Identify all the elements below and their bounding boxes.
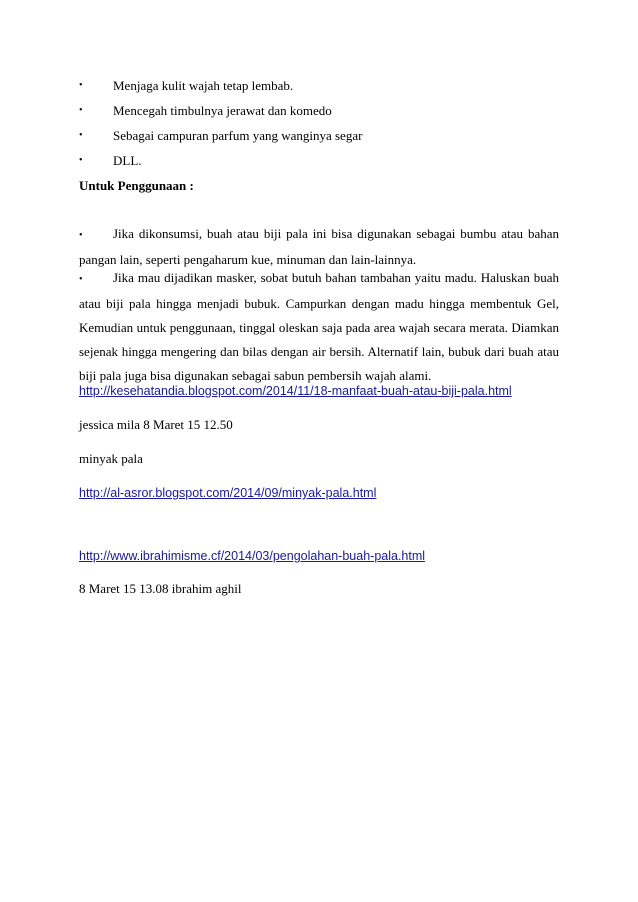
bullet-icon: • [79, 155, 83, 166]
list-item [79, 127, 559, 145]
section-heading: Untuk Penggunaan : [79, 178, 194, 193]
paragraph-text: Jika dikonsumsi, buah atau biji pala ini bisa digunakan sebagai bumbu atau bahan pangan lain, seperti pengaharum kue, minuman dan lain-lainnya. [79, 226, 559, 267]
list-item-text: Mencegah timbulnya jerawat dan komedo [113, 103, 332, 118]
source-link-kesehatandia[interactable]: http://kesehatandia.blogspot.com/2014/11/18-manfaat-buah-atau-biji-pala.html [79, 384, 512, 398]
bullet-icon: • [79, 130, 83, 141]
usage-paragraph-1 [79, 222, 559, 272]
author-note-1: jessica mila 8 Maret 15 12.50 [79, 417, 233, 432]
usage-paragraph-2 [79, 266, 559, 388]
topic-label: minyak pala [79, 451, 143, 466]
bullet-icon: • [79, 80, 83, 91]
source-link-ibrahimisme[interactable]: http://www.ibrahimisme.cf/2014/03/pengolahan-buah-pala.html [79, 549, 426, 563]
list-item-text: Sebagai campuran parfum yang wanginya segar [113, 128, 363, 143]
list-item [79, 102, 559, 120]
source-link-al-asror[interactable]: http://al-asror.blogspot.com/2014/09/minyak-pala.html [79, 486, 377, 500]
list-item [79, 152, 559, 170]
paragraph-text: Jika mau dijadikan masker, sobat butuh bahan tambahan yaitu madu. Haluskan buah atau biji pala hingga menjadi bubuk. Campurkan dengan madu hingga membentuk Gel, Kemudian untuk penggunaan, tinggal oleskan saja pada area wajah secara merata. Diamkan sejenak hingga mengering dan bilas dengan air bersih. Alternatif lain, bubuk dari buah atau biji pala juga bisa digunakan sebagai sabun pembersih wajah alami. [79, 270, 559, 383]
bullet-icon: • [79, 230, 83, 241]
bullet-icon: • [79, 105, 83, 116]
list-item-text: DLL. [113, 153, 142, 168]
author-note-2: 8 Maret 15 13.08 ibrahim aghil [79, 581, 242, 596]
list-item-text: Menjaga kulit wajah tetap lembab. [113, 78, 294, 93]
bullet-icon: • [79, 274, 83, 285]
list-item [79, 77, 559, 95]
